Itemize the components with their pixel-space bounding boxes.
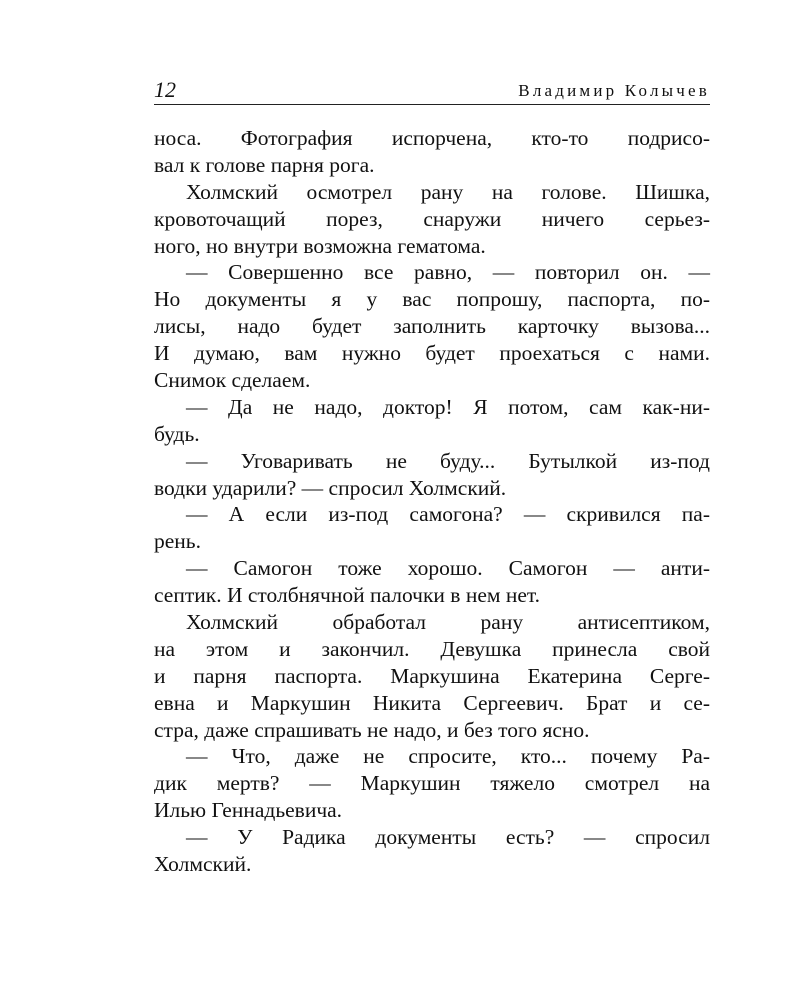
- text-line: — Самогон тоже хорошо. Самогон — анти-: [186, 556, 710, 581]
- paragraph: [154, 555, 710, 609]
- text-line: носа. Фотография испорчена, кто-то подрисо-: [154, 126, 710, 150]
- text-line: дик мертв? — Маркушин тяжело смотрел на: [154, 771, 710, 796]
- text-line: кровоточащий порез, снаружи ничего серьез-: [154, 206, 710, 231]
- text-line: Холмский осмотрел рану на голове. Шишка,: [186, 179, 710, 204]
- text-line: — У Радика документы есть? — спросил: [186, 825, 710, 850]
- text-line: Снимок сделаем.: [154, 368, 311, 393]
- text-line: Холмский.: [154, 852, 252, 877]
- paragraph: [154, 743, 710, 824]
- text-line: водки ударили? — спросил Холмский.: [154, 475, 507, 500]
- text-line: И думаю, вам нужно будет проехаться с нами.: [154, 341, 710, 366]
- text-line: и парня паспорта. Маркушина Екатерина Серге-: [154, 663, 710, 688]
- paragraph: [154, 824, 710, 878]
- running-title: Владимир Колычев: [518, 81, 710, 100]
- page-header: [154, 76, 710, 105]
- text-line: — А если из-под самогона? — скривился па-: [186, 502, 710, 527]
- text-line: Холмский обработал рану антисептиком,: [186, 610, 710, 635]
- text-line: — Уговаривать не буду... Бутылкой из-под: [186, 448, 710, 473]
- body-text: [154, 125, 710, 878]
- paragraph: [154, 179, 710, 260]
- text-line: вал к голове парня рога.: [154, 152, 375, 177]
- text-line: ного, но внутри возможна гематома.: [154, 233, 486, 258]
- text-line: септик. И столбнячной палочки в нем нет.: [154, 583, 541, 608]
- text-line: евна и Маркушин Никита Сергеевич. Брат и се-: [154, 690, 710, 715]
- text-line: стра, даже спрашивать не надо, и без того ясно.: [154, 717, 590, 742]
- text-line: — Что, даже не спросите, кто... почему Ра-: [186, 744, 710, 769]
- text-line: Илью Геннадьевича.: [154, 798, 343, 823]
- text-line: Но документы я у вас попрошу, паспорта, по-: [154, 287, 710, 312]
- paragraph: [154, 259, 710, 393]
- text-line: на этом и закончил. Девушка принесла свой: [154, 636, 710, 661]
- text-line: — Да не надо, доктор! Я потом, сам как-ни-: [186, 394, 710, 419]
- text-line: лисы, надо будет заполнить карточку вызова...: [154, 314, 710, 339]
- text-line: рень.: [154, 529, 201, 554]
- book-page: [154, 76, 710, 878]
- page-number: 12: [154, 77, 176, 102]
- paragraph: [154, 609, 710, 743]
- paragraph: [154, 448, 710, 502]
- text-line: будь.: [154, 421, 200, 446]
- paragraph: [154, 125, 710, 179]
- text-line: — Совершенно все равно, — повторил он. —: [186, 260, 710, 285]
- paragraph: [154, 394, 710, 448]
- paragraph: [154, 501, 710, 555]
